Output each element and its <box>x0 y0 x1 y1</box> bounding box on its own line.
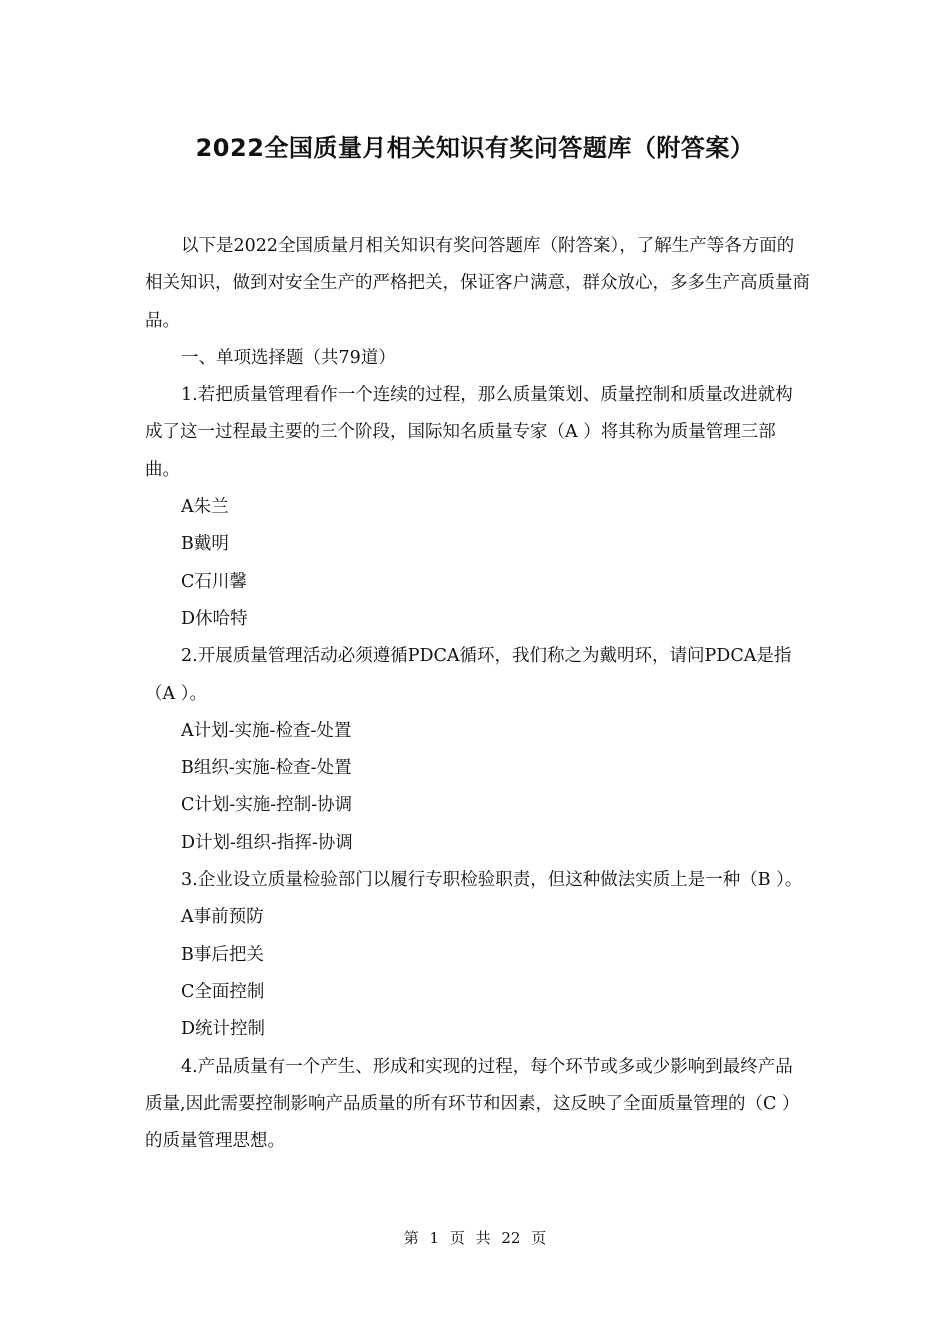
answer-option: C全面控制 <box>181 981 265 1002</box>
answer-option: B戴明 <box>181 534 229 555</box>
answer-option: C石川馨 <box>181 571 247 592</box>
section-heading: 一、单项选择题（共79道） <box>181 347 396 368</box>
answer-option: A计划-实施-检查-处置 <box>181 720 352 741</box>
answer-option: A事前预防 <box>181 907 264 928</box>
intro-paragraph: 以下是2022全国质量月相关知识有奖问答题库（附答案），了解生产等各方面的相关知识，做到对安全生产的严格把关，保证客户满意，群众放心，多多生产高质量商品。 <box>145 236 810 331</box>
question-text: 4.产品质量有一个产生、形成和实现的过程，每个环节或多或少影响到最终产品质量,因此需要控制影响产品质量的所有环节和因素，这反映了全面质量管理的（C ）的质量管理思想。 <box>145 1056 800 1152</box>
document-title: 2022全国质量月相关知识有奖问答题库（附答案） <box>195 134 755 162</box>
question-text: 2.开展质量管理活动必须遵循PDCA循环，我们称之为戴明环，请问PDCA是指（A ）。 <box>145 646 792 704</box>
question-text: 1.若把质量管理看作一个连续的过程，那么质量策划、质量控制和质量改进就构成了这一过程最主要的三个阶段，国际知名质量专家（A ）将其称为质量管理三部曲。 <box>145 385 793 480</box>
answer-option: D统计控制 <box>181 1019 266 1040</box>
answer-option: A朱兰 <box>181 497 229 518</box>
answer-option: C计划-实施-控制-协调 <box>181 795 353 816</box>
answer-option: D休哈特 <box>181 608 248 629</box>
question-text: 3.企业设立质量检验部门以履行专职检验职责，但这种做法实质上是一种（B ）。 <box>181 870 803 891</box>
document-body <box>145 228 810 1160</box>
answer-option: B组织-实施-检查-处置 <box>181 758 352 779</box>
page-footer: 第 1 页 共 22 页 <box>403 1229 547 1247</box>
answer-option: B事后把关 <box>181 944 264 965</box>
answer-option: D计划-组织-指挥-协调 <box>181 832 353 853</box>
